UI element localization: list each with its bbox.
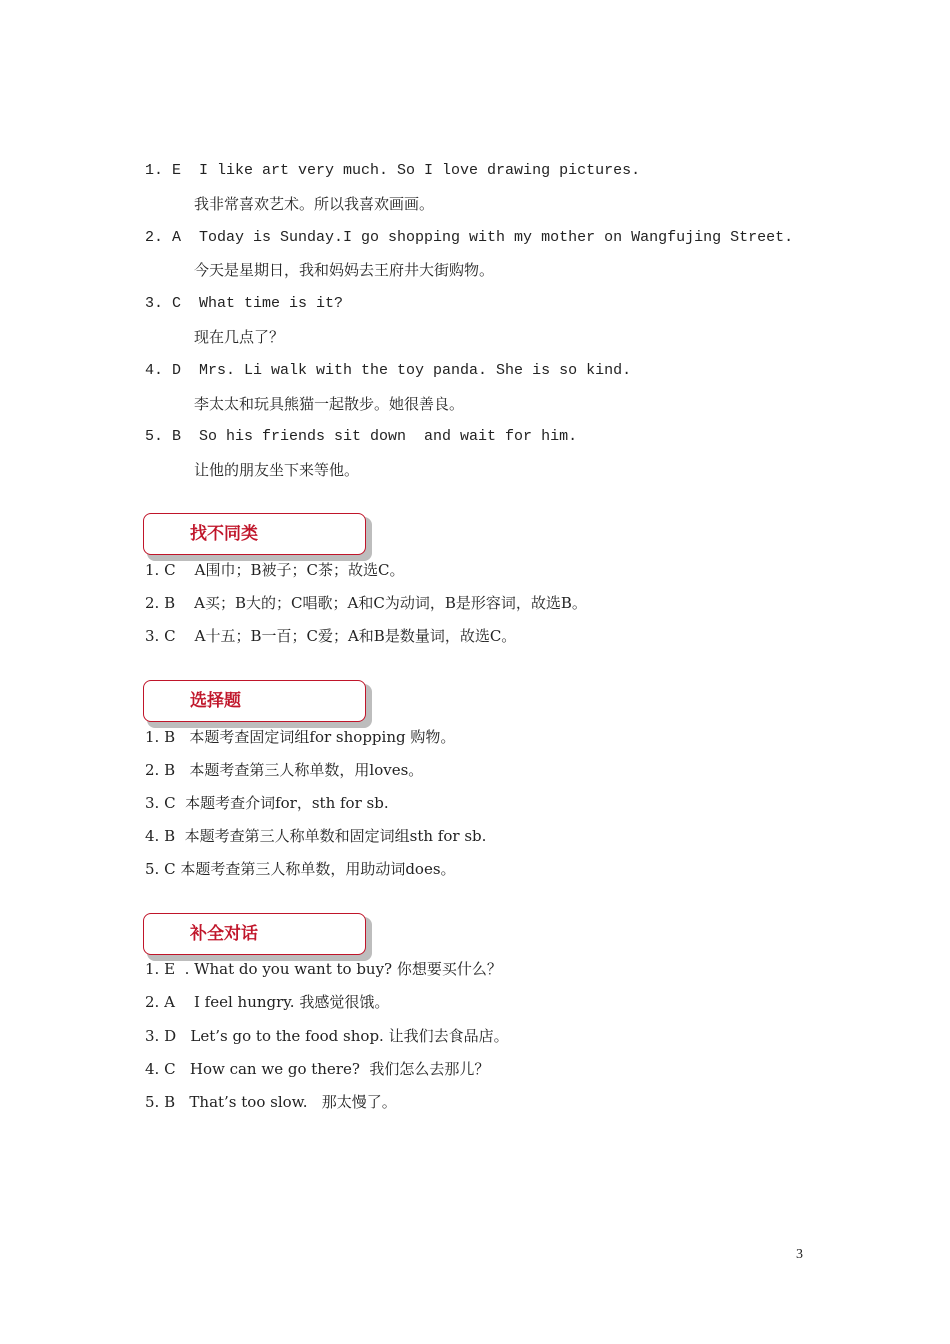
dialogue-line-2: 2. A I feel hungry. 我感觉很饿。 — [145, 993, 390, 1011]
section-header-find-different — [143, 513, 366, 555]
answer-line-2: 2. A Today is Sunday.I go shopping with my mother on Wangfujing Street. — [145, 229, 794, 246]
page-number: 3 — [796, 1247, 803, 1262]
answer-line-4: 4. D Mrs. Li walk with the toy panda. She is so kind. — [145, 362, 632, 379]
answer-line-3: 3. C What time is it? — [145, 295, 344, 312]
odd-one-out-line-2: 2. B A买；B大的；C唱歌；A和C为动词，B是形容词，故选B。 — [145, 594, 587, 612]
section-header-multiple-choice — [143, 680, 366, 722]
section-title: 补全对话 — [190, 924, 258, 944]
dialogue-line-5: 5. B That’s too slow. 那太慢了。 — [145, 1093, 397, 1111]
dialogue-line-4: 4. C How can we go there? 我们怎么去那儿？ — [145, 1060, 490, 1078]
answer-translation-5: 让他的朋友坐下来等他。 — [194, 461, 360, 479]
answer-translation-3: 现在几点了？ — [194, 328, 285, 346]
dialogue-line-3: 3. D Let’s go to the food shop. 让我们去食品店。 — [145, 1027, 509, 1045]
choice-line-1: 1. B 本题考查固定词组for shopping 购物。 — [145, 728, 456, 746]
odd-one-out-line-1: 1. C A围巾；B被子；C茶；故选C。 — [145, 561, 405, 579]
odd-one-out-line-3: 3. C A十五；B一百；C爱；A和B是数量词，故选C。 — [145, 627, 517, 645]
section-title: 选择题 — [190, 691, 241, 711]
choice-line-5: 5. C 本题考查第三人称单数，用助动词does。 — [145, 860, 456, 878]
answer-translation-4: 李太太和玩具熊猫一起散步。她很善良。 — [194, 395, 465, 413]
choice-line-2: 2. B 本题考查第三人称单数，用loves。 — [145, 761, 424, 779]
choice-line-4: 4. B 本题考查第三人称单数和固定词组sth for sb. — [145, 827, 487, 845]
choice-line-3: 3. C 本题考查介词for，sth for sb. — [145, 794, 389, 812]
section-header-complete-dialogue — [143, 913, 366, 955]
answer-translation-2: 今天是星期日，我和妈妈去王府井大街购物。 — [194, 261, 495, 279]
answer-line-1: 1. E I like art very much. So I love drawing pictures. — [145, 162, 641, 179]
answer-line-5: 5. B So his friends sit down and wait for him. — [145, 428, 578, 445]
section-title: 找不同类 — [190, 524, 258, 544]
answer-translation-1: 我非常喜欢艺术。所以我喜欢画画。 — [194, 195, 435, 213]
dialogue-line-1: 1. E . What do you want to buy? 你想要买什么？ — [145, 960, 502, 978]
